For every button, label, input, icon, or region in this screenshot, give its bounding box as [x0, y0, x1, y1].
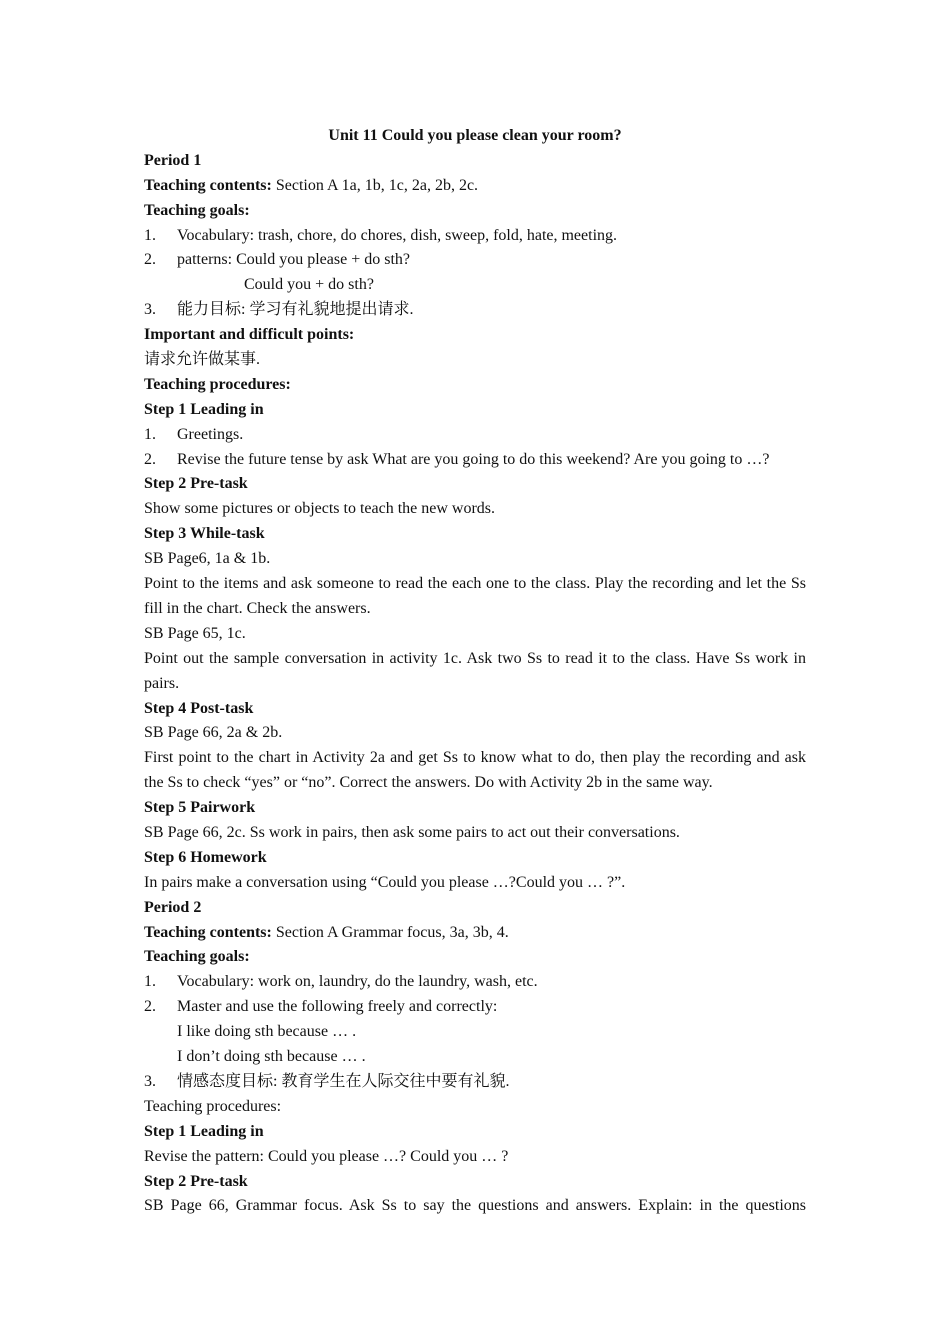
- p2-step1-text: Revise the pattern: Could you please …? Could you … ?: [144, 1147, 509, 1165]
- p1-points-label: Important and difficult points:: [144, 326, 355, 344]
- list-number: 1.: [144, 425, 156, 443]
- p2-goal-subitem: I don’t doing sth because … .: [177, 1048, 366, 1066]
- p1-step5-text: SB Page 66, 2c. Ss work in pairs, then ask some pairs to act out their conversations.: [144, 824, 680, 842]
- p2-procedures-label: Teaching procedures:: [144, 1097, 282, 1115]
- p1-step6-heading: Step 6 Homework: [144, 848, 267, 866]
- p1-step2-heading: Step 2 Pre-task: [144, 475, 248, 493]
- list-number: 3.: [144, 301, 156, 319]
- list-number: 1.: [144, 226, 156, 244]
- period-1-heading: Period 1: [144, 151, 202, 169]
- p1-contents-label: Teaching contents:: [144, 176, 272, 194]
- p1-step4-heading: Step 4 Post-task: [144, 699, 254, 717]
- period-2-heading: Period 2: [144, 898, 202, 916]
- list-text: 能力目标: 学习有礼貌地提出请求.: [177, 301, 414, 319]
- p1-step3-paragraph: Point out the sample conversation in activity 1c. Ask two Ss to read it to the class. Have Ss work in pairs.: [144, 649, 806, 692]
- p1-points-text: 请求允许做某事.: [144, 351, 261, 369]
- p1-procedures-label: Teaching procedures:: [144, 375, 291, 393]
- p1-teaching-contents: [144, 174, 806, 199]
- p2-step2-text: SB Page 66, Grammar focus. Ask Ss to say the questions and answers. Explain: in the questions: [144, 1197, 806, 1215]
- list-text: Vocabulary: work on, laundry, do the laundry, wash, etc.: [177, 973, 538, 991]
- p1-step4-line: SB Page 66, 2a & 2b.: [144, 724, 283, 742]
- p1-step3-paragraph: Point to the items and ask someone to read the each one to the class. Play the recording and let the Ss fill in the chart. Check the answers.: [144, 575, 806, 617]
- list-text: Vocabulary: trash, chore, do chores, dish, sweep, fold, hate, meeting.: [177, 226, 618, 244]
- p1-step3-heading: Step 3 While-task: [144, 525, 265, 543]
- list-text: Revise the future tense by ask What are you going to do this weekend? Are you going to …?: [177, 450, 770, 468]
- list-number: 1.: [144, 973, 156, 991]
- list-text: Master and use the following freely and correctly:: [177, 998, 498, 1016]
- p1-step3-line: SB Page 65, 1c.: [144, 624, 246, 642]
- p2-contents-label: Teaching contents:: [144, 923, 272, 941]
- p1-goal-item: [144, 224, 806, 249]
- p1-goal-subitem: Could you + do sth?: [244, 276, 374, 294]
- document-body: [144, 124, 806, 1219]
- list-text: 情感态度目标: 教育学生在人际交往中要有礼貌.: [177, 1072, 510, 1090]
- p2-goal-subitem: I like doing sth because … .: [177, 1023, 357, 1041]
- p1-step3-line: SB Page6, 1a & 1b.: [144, 550, 271, 568]
- p2-goal-item: [144, 995, 806, 1020]
- p1-step5-heading: Step 5 Pairwork: [144, 799, 256, 817]
- p1-goals-label: Teaching goals:: [144, 201, 250, 219]
- p1-goal-item: [144, 298, 806, 323]
- p1-step2-text: Show some pictures or objects to teach the new words.: [144, 500, 496, 518]
- list-number: 2.: [144, 251, 156, 269]
- p2-teaching-contents: [144, 921, 806, 946]
- list-number: 2.: [144, 450, 156, 468]
- p2-step2-heading: Step 2 Pre-task: [144, 1172, 248, 1190]
- p1-step1-heading: Step 1 Leading in: [144, 400, 264, 418]
- list-text: patterns: Could you please + do sth?: [177, 251, 410, 269]
- p1-step6-text: In pairs make a conversation using “Could you please …?Could you … ?”.: [144, 873, 626, 891]
- p2-goals-label: Teaching goals:: [144, 948, 250, 966]
- p1-goal-item: [144, 248, 806, 273]
- p2-contents-value: Section A Grammar focus, 3a, 3b, 4.: [271, 923, 509, 941]
- list-number: 2.: [144, 998, 156, 1016]
- p2-goal-item: [144, 970, 806, 995]
- p2-goal-item: [144, 1070, 806, 1095]
- p1-contents-value: Section A 1a, 1b, 1c, 2a, 2b, 2c.: [271, 176, 479, 194]
- p1-step4-paragraph: First point to the chart in Activity 2a and get Ss to know what to do, then play the recording and ask the Ss to check “yes” or “no”. Correct the answers. Do with Activity 2b in the same way.: [144, 749, 806, 792]
- p2-step1-heading: Step 1 Leading in: [144, 1122, 264, 1140]
- list-number: 3.: [144, 1072, 156, 1090]
- document-title: Unit 11 Could you please clean your room?: [328, 127, 622, 144]
- p1-step1-item: [144, 423, 806, 448]
- list-text: Greetings.: [177, 425, 244, 443]
- p1-step1-item: [144, 448, 806, 473]
